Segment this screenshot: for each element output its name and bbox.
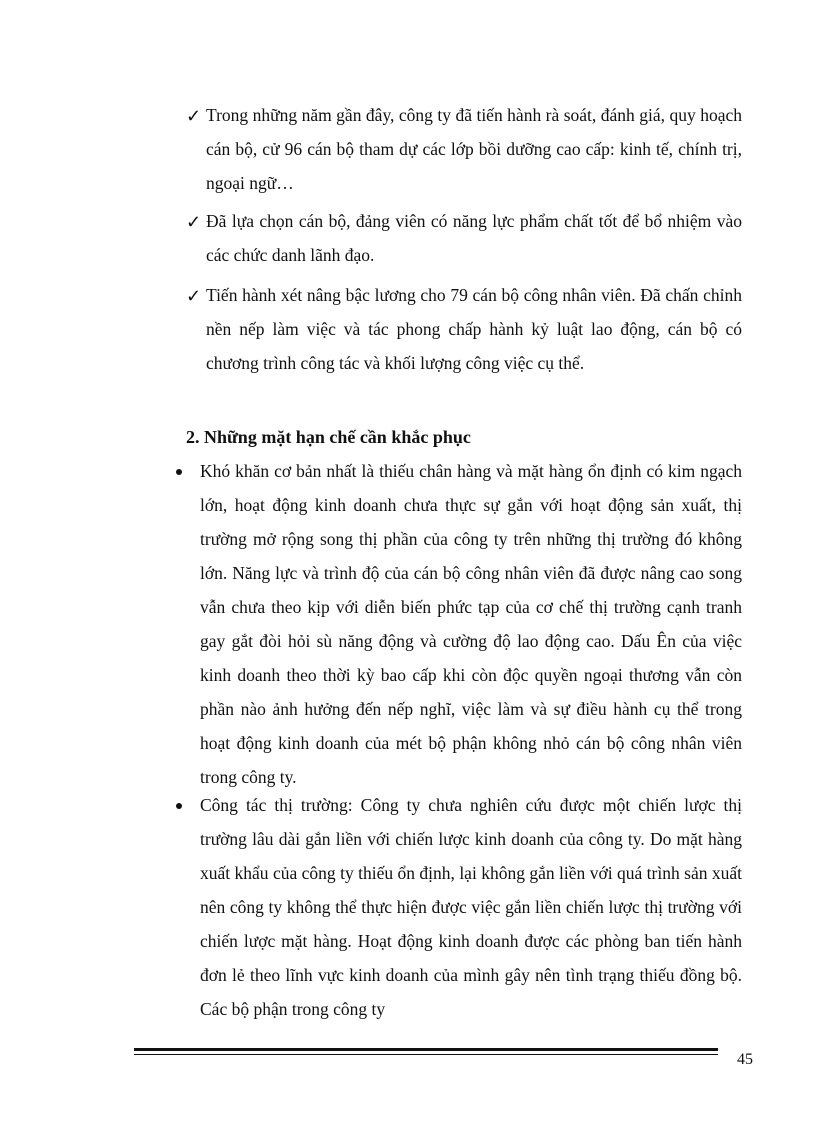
checklist-item [186, 98, 742, 200]
bullet-item-text: Khó khăn cơ bản nhất là thiếu chân hàng và mặt hàng ổn định có kim ngạch lớn, hoạt động kinh doanh chưa thực sự gắn với hoạt động sản xuất, thị trường mở rộng song thị phần của công ty trên những thị trường đó không lớn. Năng lực và trình độ của cán bộ công nhân viên đã được nâng cao song vẫn chưa theo kịp với diễn biến phức tạp của cơ chế thị trường cạnh tranh gay gắt đòi hỏi sù năng động và cường độ lao động cao. Dấu Ên của việc kinh doanh theo thời kỳ bao cấp khi còn độc quyền ngoại thương vẫn còn phần nào ảnh hưởng đến nếp nghĩ, việc làm và sự điều hành cụ thể trong hoạt động kinh doanh của mét bộ phận không nhỏ cán bộ công nhân viên trong công ty. [200, 461, 742, 787]
checkmark-icon: ✓ [186, 106, 202, 126]
page-number: 45 [737, 1051, 753, 1068]
checkmark-icon: ✓ [186, 212, 202, 232]
checklist-item-text: Tiến hành xét nâng bậc lương cho 79 cán bộ công nhân viên. Đã chấn chỉnh nền nếp làm việc và tác phong chấp hành kỷ luật lao động, cán bộ có chương trình công tác và khối lượng công việc cụ thể. [206, 285, 742, 373]
section-heading: 2. Những mặt hạn chế cần khắc phục [186, 427, 471, 447]
footer-rule-thin [134, 1054, 718, 1055]
checklist-item-text: Trong những năm gần đây, công ty đã tiến hành rà soát, đánh giá, quy hoạch cán bộ, cử 96 cán bộ tham dự các lớp bồi dưỡng cao cấp: kinh tế, chính trị, ngoại ngữ… [206, 105, 742, 193]
bullet-item-text: Công tác thị trường: Công ty chưa nghiên cứu được một chiến lược thị trường lâu dài gắn liền với chiến lược kinh doanh của công ty. Do mặt hàng xuất khẩu của công ty thiếu ổn định, lại không gắn liền với quá trình sản xuất nên công ty không thể thực hiện được việc gắn liền chiến lược thị trường với chiến lược mặt hàng. Hoạt động kinh doanh được các phòng ban tiến hành đơn lẻ theo lĩnh vực kinh doanh của mình gây nên tình trạng thiếu đồng bộ. Các bộ phận trong công ty [200, 795, 742, 1019]
checklist-item [186, 278, 742, 380]
bullet-icon [176, 803, 182, 809]
checkmark-icon: ✓ [186, 286, 202, 306]
bullet-item [170, 454, 742, 794]
checklist-item [186, 204, 742, 272]
checklist-item-text: Đã lựa chọn cán bộ, đảng viên có năng lực phẩm chất tốt để bổ nhiệm vào các chức danh lãnh đạo. [206, 211, 742, 265]
bullet-icon [176, 469, 182, 475]
footer-rule-thick [134, 1048, 718, 1051]
bullet-item [170, 788, 742, 1026]
